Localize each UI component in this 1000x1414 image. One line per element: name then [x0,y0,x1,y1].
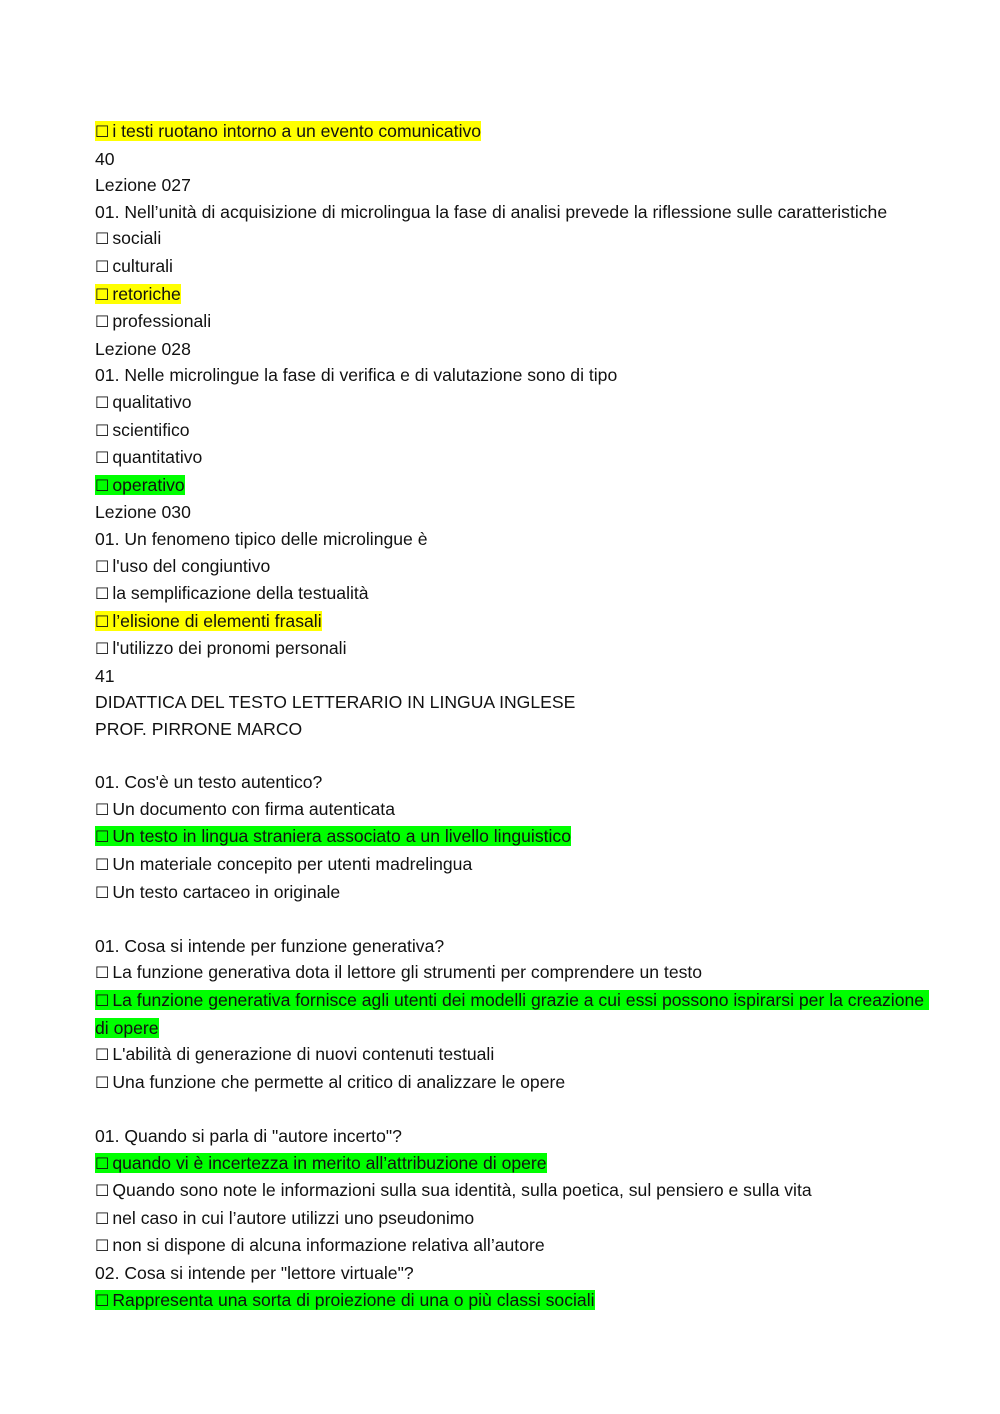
blank-line [95,1096,925,1123]
option-label [95,638,347,658]
line-text [95,936,444,956]
line-text [95,692,575,712]
answer-option [95,389,925,417]
answer-option [95,851,925,879]
option-label [95,311,211,331]
line-text [95,339,191,359]
checkbox-icon: ☐ [95,312,110,332]
line-content: Lezione 028 [95,338,191,359]
checkbox-icon: ☐ [95,556,110,576]
line-content: quantitativo [112,447,203,468]
line-content: l'utilizzo dei pronomi personali [112,638,347,659]
answer-option [95,959,925,987]
checkbox-icon: ☐ [95,855,110,875]
option-label [95,611,322,631]
answer-option [95,1069,925,1097]
text-line [95,499,925,526]
line-content: 01. Nelle microlingue la fase di verifica e di valutazione sono di tipo [95,365,618,386]
checkbox-icon: ☐ [95,799,110,819]
option-label [95,256,173,276]
line-content: la semplificazione della testualità [112,583,369,604]
checkbox-icon: ☐ [95,229,110,249]
line-text [95,666,115,686]
checkbox-icon: ☐ [95,1181,110,1201]
checkbox-icon: ☐ [95,392,110,412]
answer-option-highlighted [95,118,925,146]
checkbox-icon: ☐ [95,611,110,631]
text-line [95,1123,925,1150]
text-line [95,526,925,553]
line-content: i testi ruotano intorno a un evento comunicativo [112,121,482,141]
option-label [95,475,185,495]
document-page [95,118,929,1314]
line-content: 41 [95,665,115,686]
answer-option-highlighted [95,472,925,500]
answer-option-highlighted [95,987,929,1041]
option-label [95,556,270,576]
line-content: 01. Cosa si intende per funzione generativa? [95,935,445,956]
checkbox-icon: ☐ [95,448,110,468]
line-text [95,365,617,385]
line-content: operativo [112,474,185,495]
answer-option [95,879,925,907]
text-line [95,199,925,226]
answer-option [95,417,925,445]
line-content: Un materiale concepito per utenti madrelingua [112,854,473,875]
checkbox-icon: ☐ [95,122,110,141]
option-label [95,826,571,846]
option-label [95,1235,545,1255]
option-label [95,990,929,1038]
line-content: Lezione 027 [95,175,191,196]
blank-line [95,743,925,770]
line-text [95,1263,414,1283]
answer-option [95,553,925,581]
text-line [95,172,925,199]
line-content: 01. Quando si parla di "autore incerto"? [95,1125,402,1146]
line-text [95,149,115,169]
checkbox-icon: ☐ [95,475,110,495]
option-label [95,799,395,819]
line-content: 02. Cosa si intende per "lettore virtuale"? [95,1262,414,1283]
option-label [95,854,472,874]
line-content: nel caso in cui l’autore utilizzi uno pseudonimo [112,1207,475,1228]
line-text [95,1126,402,1146]
line-content: Rappresenta una sorta di proiezione di una o più classi sociali [112,1289,595,1310]
text-line [95,716,925,743]
line-content: 01. Cos'è un testo autentico? [95,772,323,793]
blank-line [95,906,925,933]
answer-option [95,253,925,281]
option-label [95,1208,474,1228]
line-content: 01. Un fenomeno tipico delle microlingue è [95,528,428,549]
text-line [95,689,925,716]
text-line [95,933,925,960]
line-content: professionali [112,311,212,332]
line-content: l’elisione di elementi frasali [112,610,322,631]
text-line [95,362,925,389]
line-content: DIDATTICA DEL TESTO LETTERARIO IN LINGUA INGLESE [95,692,576,713]
line-content: La funzione generativa dota il lettore gli strumenti per comprendere un testo [112,962,703,983]
answer-option [95,1041,925,1069]
checkbox-icon: ☐ [95,584,110,604]
line-text [95,529,428,549]
checkbox-icon: ☐ [95,963,110,983]
answer-option [95,1205,925,1233]
option-label [95,962,702,982]
checkbox-icon: ☐ [95,284,110,304]
option-label [95,447,202,467]
answer-option-highlighted [95,1150,925,1178]
answer-option [95,1177,925,1205]
option-label [95,121,481,141]
line-content: l'uso del congiuntivo [112,555,271,576]
checkbox-icon: ☐ [95,1236,110,1256]
line-content: Lezione 030 [95,502,191,523]
line-content: La funzione generativa fornisce agli utenti dei modelli grazie a cui essi possono ispirarsi per la creazione di opere [95,990,929,1038]
option-label [95,1072,565,1092]
checkbox-icon: ☐ [95,1290,110,1310]
checkbox-icon: ☐ [95,1072,110,1092]
answer-option [95,225,925,253]
text-line [95,336,925,363]
checkbox-icon: ☐ [95,882,110,902]
answer-option-highlighted [95,1287,925,1315]
line-content: culturali [112,255,173,276]
line-content: Una funzione che permette al critico di analizzare le opere [112,1071,566,1092]
text-line [95,1260,925,1287]
line-content: 40 [95,148,115,169]
line-content: non si dispone di alcuna informazione relativa all’autore [112,1235,545,1256]
checkbox-icon: ☐ [95,1153,110,1173]
answer-option [95,580,925,608]
answer-option-highlighted [95,823,925,851]
checkbox-icon: ☐ [95,420,110,440]
checkbox-icon: ☐ [95,256,110,276]
line-content: retoriche [112,283,181,304]
line-content: Un testo in lingua straniera associato a un livello linguistico [112,826,572,847]
option-label [95,1044,494,1064]
checkbox-icon: ☐ [95,827,110,847]
line-text [95,202,887,222]
option-label [95,228,161,248]
line-content: Un documento con firma autenticata [112,798,395,819]
line-content: L'abilità di generazione di nuovi contenuti testuali [112,1044,495,1065]
option-label [95,882,340,902]
answer-option [95,444,925,472]
checkbox-icon: ☐ [95,991,110,1010]
text-line [95,663,925,690]
answer-option [95,1232,925,1260]
option-label [95,284,181,304]
option-label [95,420,190,440]
line-text [95,719,302,739]
line-content: PROF. PIRRONE MARCO [95,719,303,740]
checkbox-icon: ☐ [95,1208,110,1228]
text-line [95,146,925,173]
text-line [95,769,925,796]
answer-option [95,635,925,663]
checkbox-icon: ☐ [95,639,110,659]
line-text [95,502,191,522]
answer-option-highlighted [95,281,925,309]
line-content: quando vi è incertezza in merito all’attribuzione di opere [112,1152,547,1173]
line-content: Quando sono note le informazioni sulla sua identità, sulla poetica, sul pensiero e sulla vita [112,1180,812,1201]
line-content: qualitativo [112,391,192,412]
line-text [95,175,191,195]
line-content: 01. Nell’unità di acquisizione di microlingua la fase di analisi prevede la riflessione sulle caratteristiche [95,201,888,222]
line-text [95,772,322,792]
option-label [95,1290,595,1310]
option-label [95,583,369,603]
line-content: scientifico [112,419,190,440]
option-label [95,1153,547,1173]
checkbox-icon: ☐ [95,1045,110,1065]
option-label [95,1180,812,1200]
answer-option [95,308,925,336]
answer-option-highlighted [95,608,925,636]
line-content: Un testo cartaceo in originale [112,881,341,902]
answer-option [95,796,925,824]
line-content: sociali [112,228,162,249]
option-label [95,392,192,412]
